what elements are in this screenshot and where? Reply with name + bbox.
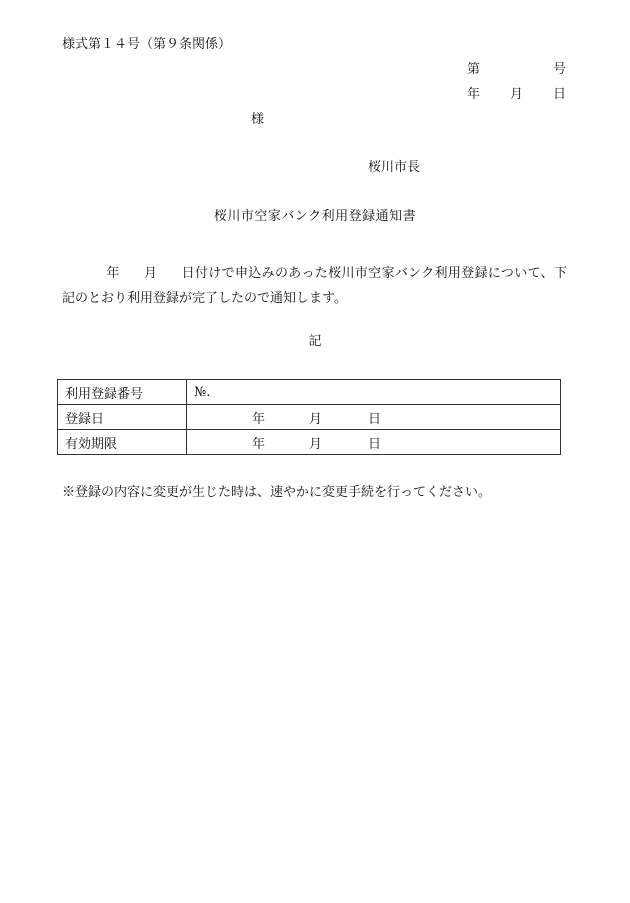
table-row [58,405,561,430]
table-row [58,430,561,455]
month-label: 月 [309,411,323,427]
document-title: 桜川市空家バンク利用登録通知書 [213,209,417,224]
doc-number-label: 第 [467,62,481,77]
registration-table [57,379,561,455]
doc-number-suffix: 号 [553,62,567,77]
day-label: 日 [368,411,382,427]
month-label: 月 [309,436,323,452]
day-label: 日 [368,436,382,452]
table-label: 利用登録番号 [58,380,187,405]
year-label: 年 [252,436,266,452]
note-text: ※登録の内容に変更が生じた時は、速やかに変更手続を行ってください。 [62,485,492,500]
body-sentence: 日付けで申込みのあった桜川市空家バンク利用登録について、下記のとおり利用登録が完了したので通知します。 [62,266,567,306]
registration-number-cell: №. [187,380,561,405]
ki-heading: 記 [308,334,322,349]
date-day: 日 [553,87,567,102]
date-month: 月 [510,87,524,102]
table-label: 有効期限 [58,430,187,455]
addressee: 様 [251,112,265,127]
body-month: 月 [143,266,158,281]
issuer: 桜川市長 [368,160,421,175]
expiry-date-cell [187,430,561,455]
registration-date-cell [187,405,561,430]
form-number: 様式第１４号（第９条関係） [62,37,232,52]
body-year: 年 [106,266,120,281]
year-label: 年 [252,411,266,427]
date-year: 年 [467,87,481,102]
table-row [58,380,561,405]
body-text [62,261,567,311]
table-label: 登録日 [58,405,187,430]
